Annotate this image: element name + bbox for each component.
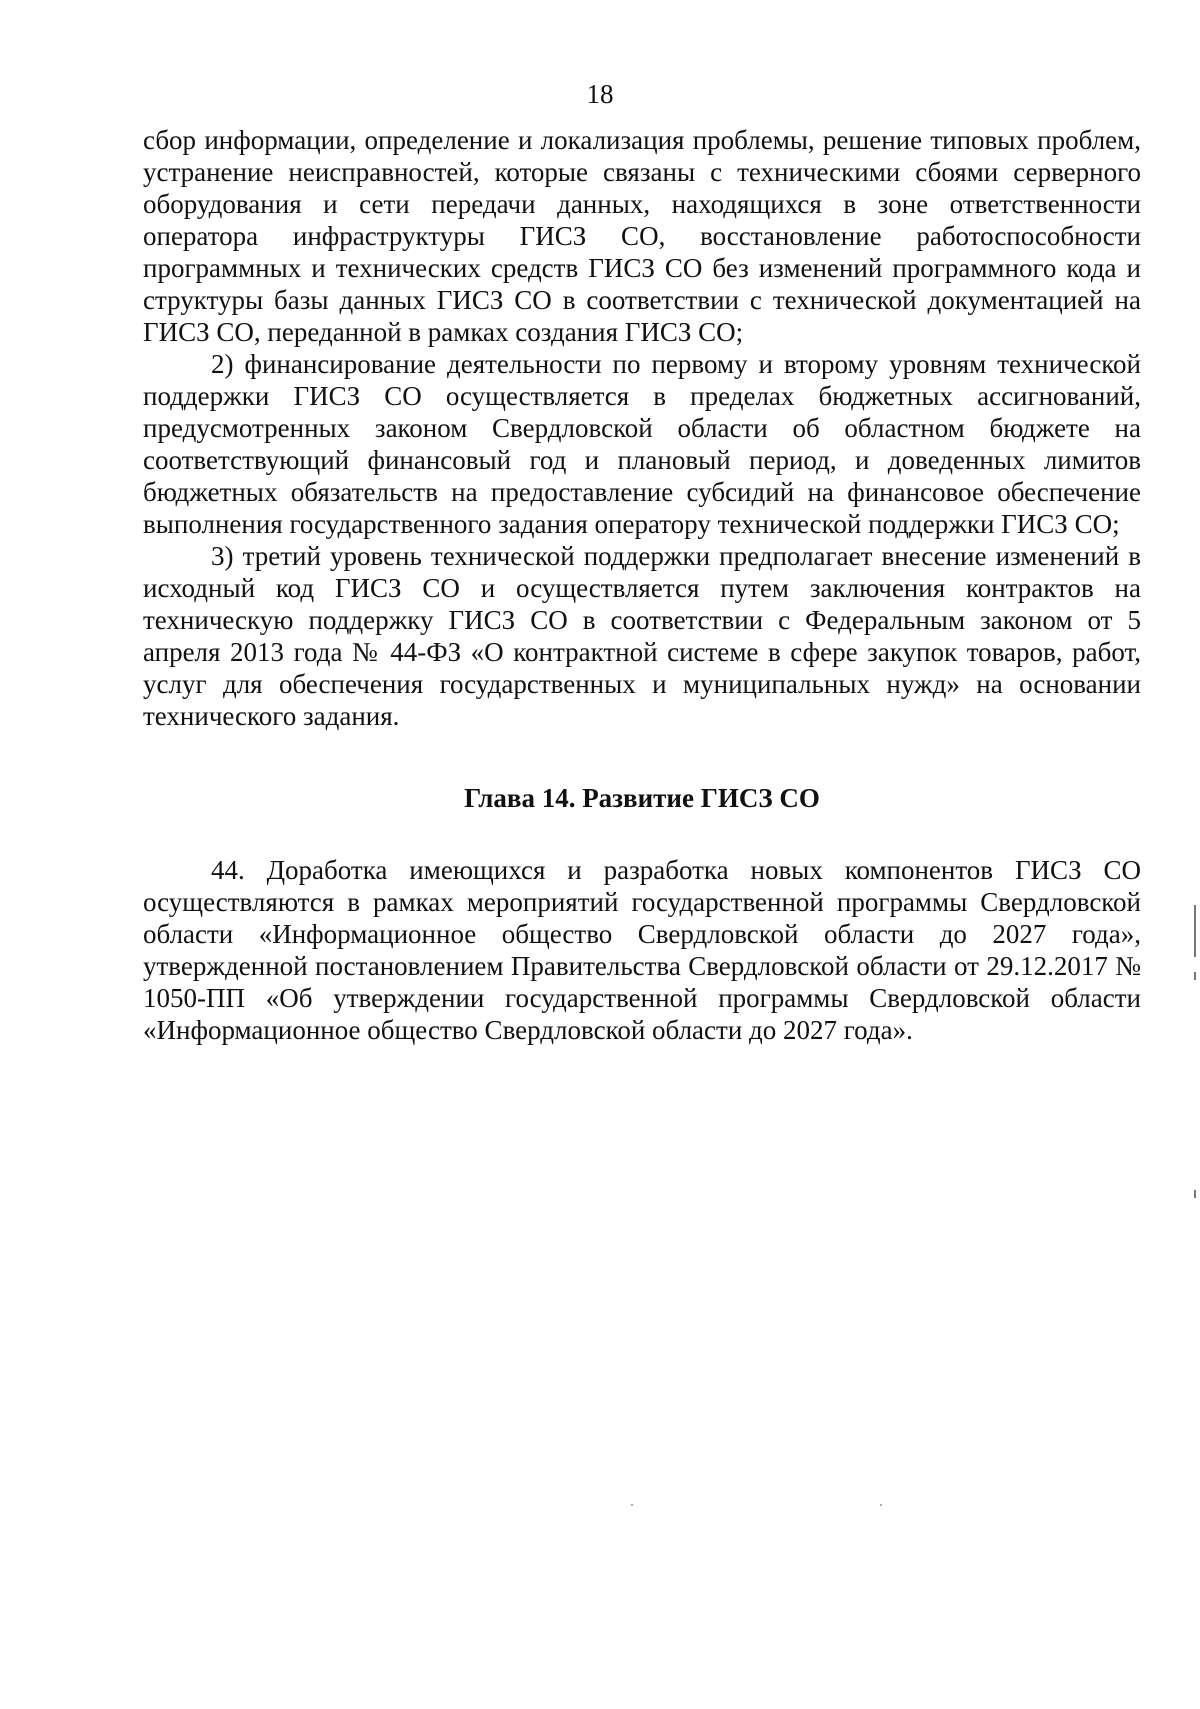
- paragraph-continuation: сбор информации, определение и локализация проблемы, решение типовых проблем, устранение неисправностей, которые связаны с техническими сбоями серверного оборудования и сети передачи данных, находящихся в зоне ответственности оператора инфраструктуры ГИСЗ СО, восстановление работоспособности программных и технических средств ГИСЗ СО без изменений программного кода и структуры базы данных ГИСЗ СО в соответствии с технической документацией на ГИСЗ СО, переданной в рамках создания ГИСЗ СО;: [143, 125, 1141, 347]
- scan-artifact-dot: [631, 1504, 633, 1506]
- scan-artifact-mark: [1194, 972, 1196, 980]
- scan-artifact-line: [1194, 905, 1196, 957]
- page-number: 18: [586, 79, 614, 109]
- scan-artifact-dot: [880, 1504, 882, 1506]
- paragraph-item-3: 3) третий уровень технической поддержки предполагает внесение изменений в исходный код ГИСЗ СО и осуществляется путем заключения контрактов на техническую поддержку ГИСЗ СО в соответствии с Федеральным законом от 5 апреля 2013 года № 44-ФЗ «О контрактной системе в сфере закупок товаров, работ, услуг для обеспечения государственных и муниципальных нужд» на основании технического задания.: [143, 541, 1141, 731]
- paragraph-section-44: 44. Доработка имеющихся и разработка новых компонентов ГИСЗ СО осуществляются в рамках мероприятий государственной программы Свердловской области «Информационное общество Свердловской области до 2027 года», утвержденной постановлением Правительства Свердловской области от 29.12.2017 № 1050-ПП «Об утверждении государственной программы Свердловской области «Информационное общество Свердловской области до 2027 года».: [143, 855, 1141, 1045]
- scan-artifact-mark: [1194, 1190, 1196, 1198]
- chapter-heading: Глава 14. Развитие ГИСЗ СО: [464, 783, 820, 813]
- document-body: [143, 124, 1141, 1046]
- paragraph-item-2: 2) финансирование деятельности по первому и второму уровням технической поддержки ГИСЗ СО осуществляется в пределах бюджетных ассигнований, предусмотренных законом Свердловской области об областном бюджете на соответствующий финансовый год и плановый период, и доведенных лимитов бюджетных обязательств на предоставление субсидий на финансовое обеспечение выполнения государственного задания оператору технической поддержки ГИСЗ СО;: [143, 349, 1141, 539]
